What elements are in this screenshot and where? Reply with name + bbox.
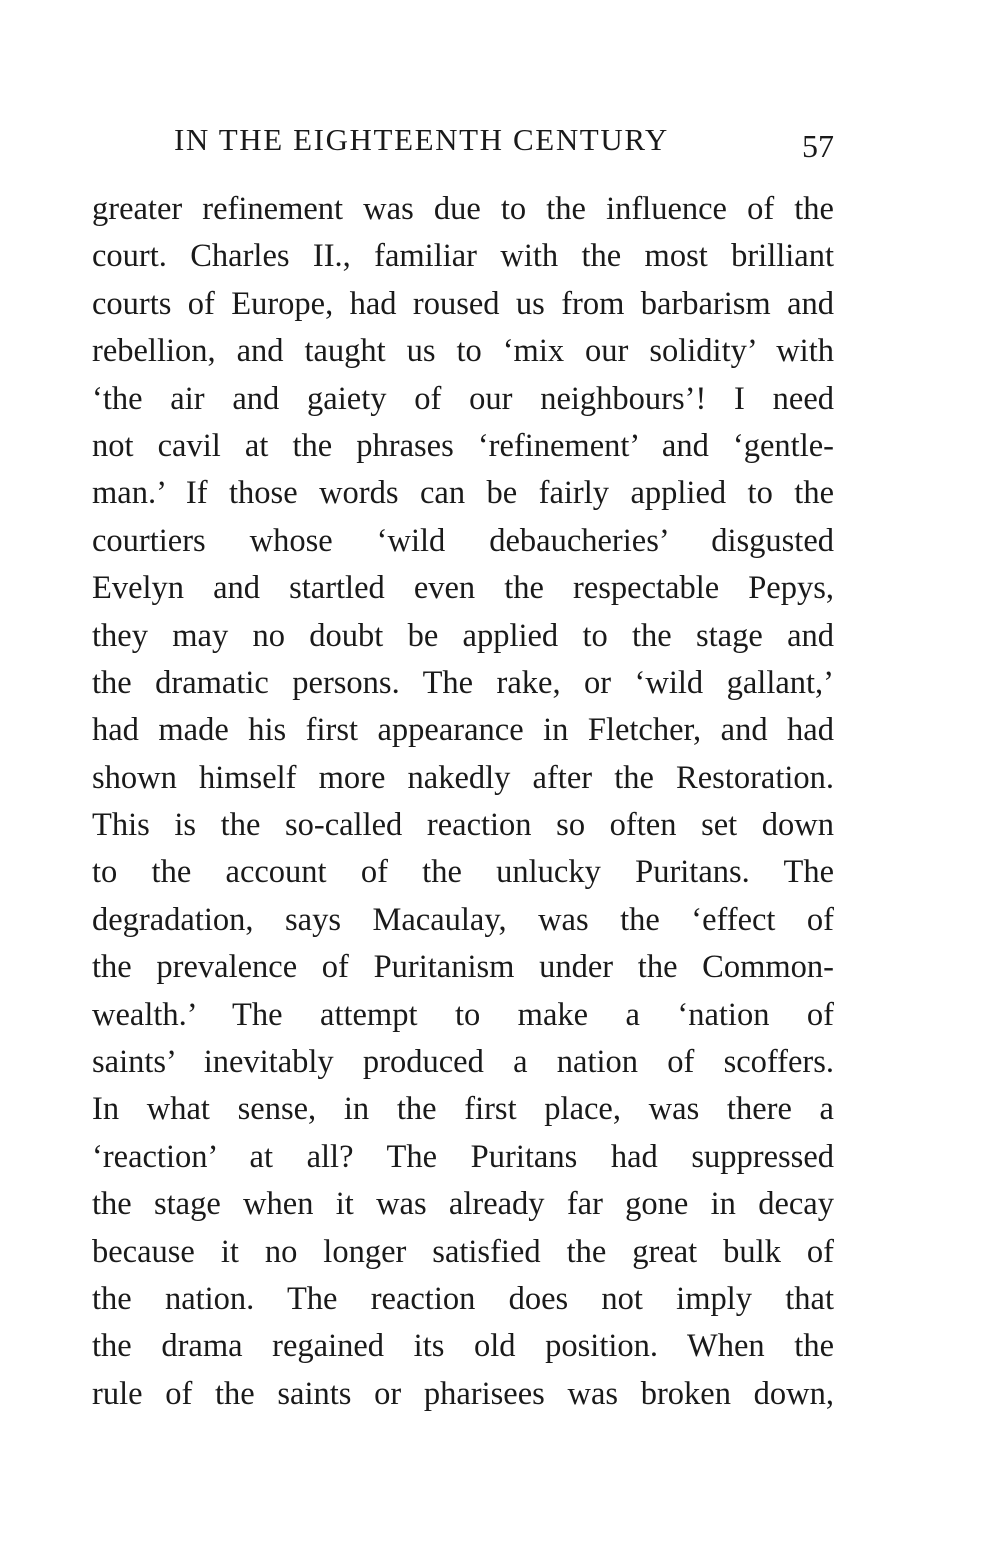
text-line: ‘the air and gaiety of our neighbours’! I need (92, 380, 834, 417)
text-line: rebellion, and taught us to ‘mix our solidity’ with (92, 333, 834, 370)
text-line: the dramatic persons. The rake, or ‘wild gallant,’ (92, 664, 834, 701)
text-line: wealth.’ The attempt to make a ‘nation of (92, 996, 834, 1033)
text-line: they may no doubt be applied to the stage and (92, 617, 834, 654)
text-line: to the account of the unlucky Puritans. The (92, 854, 834, 891)
text-line: not cavil at the phrases ‘refinement’ and ‘gentle- (92, 427, 834, 464)
text-line: Evelyn and startled even the respectable Pepys, (92, 570, 834, 607)
text-line: the drama regained its old position. When the (92, 1328, 834, 1365)
text-line: the prevalence of Puritanism under the Common- (92, 949, 834, 986)
text-line: the nation. The reaction does not imply that (92, 1280, 834, 1317)
page-number: 57 (802, 128, 834, 164)
text-line: the stage when it was already far gone in decay (92, 1186, 834, 1223)
text-line: court. Charles II., familiar with the most brilliant (92, 238, 834, 275)
text-line: ‘reaction’ at all? The Puritans had suppressed (92, 1138, 834, 1175)
text-line: This is the so-called reaction so often set down (92, 807, 834, 844)
text-line: In what sense, in the first place, was there a (92, 1091, 834, 1128)
text-line: shown himself more nakedly after the Restoration. (92, 759, 834, 796)
text-line: saints’ inevitably produced a nation of scoffers. (92, 1044, 834, 1081)
text-line: had made his first appearance in Fletcher, and had (92, 712, 834, 749)
running-title: IN THE EIGHTEENTH CENTURY (174, 122, 669, 157)
text-line: courtiers whose ‘wild debaucheries’ disgusted (92, 522, 834, 559)
text-line: greater refinement was due to the influence of the (92, 191, 834, 227)
text-line: courts of Europe, had roused us from barbarism and (92, 285, 834, 322)
text-line: man.’ If those words can be fairly applied to the (92, 475, 834, 512)
text-line: degradation, says Macaulay, was the ‘effect of (92, 901, 834, 938)
text-line: because it no longer satisfied the great bulk of (92, 1233, 834, 1270)
running-head (92, 118, 842, 166)
text-line: rule of the saints or pharisees was broken down, (92, 1375, 834, 1412)
body-text (92, 186, 834, 1418)
